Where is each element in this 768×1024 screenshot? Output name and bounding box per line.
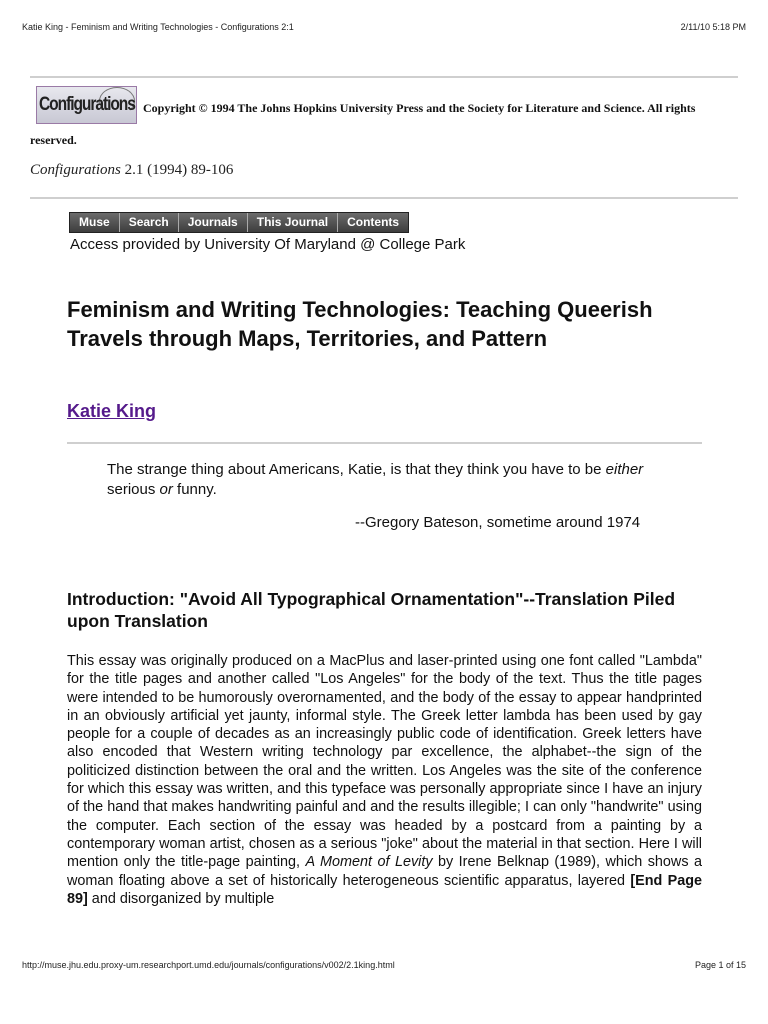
print-header-datetime: 2/11/10 5:18 PM [680, 22, 746, 32]
epigraph-quote [107, 460, 687, 500]
epigraph-or: or [159, 481, 173, 498]
muse-navbar [69, 212, 409, 233]
configurations-logo[interactable] [36, 86, 137, 124]
nav-contents-button[interactable]: Contents [338, 213, 408, 232]
citation [30, 162, 233, 179]
header-divider [30, 197, 738, 199]
epigraph-text-2: serious [107, 481, 160, 498]
author-divider [67, 442, 702, 444]
nav-this-journal-button[interactable]: This Journal [248, 213, 338, 232]
nav-journals-button[interactable]: Journals [179, 213, 248, 232]
paragraph-text-2: by Irene Belknap (1989), which shows a woman floating above a set of historically heterogeneous scientific apparatus, layered [67, 854, 702, 889]
print-footer-page: Page 1 of 15 [694, 960, 746, 970]
nav-search-button[interactable]: Search [120, 213, 179, 232]
top-divider [30, 76, 738, 78]
logo-text: Configurations [39, 94, 135, 115]
author-link[interactable]: Katie King [67, 401, 157, 421]
print-header [22, 22, 746, 36]
paragraph-text-3: and disorganized by multiple [87, 890, 275, 907]
epigraph-either: either [605, 461, 644, 478]
copyright-notice: Copyright © 1994 The Johns Hopkins University Press and the Society for Literature and Science. All rights reserved. [30, 101, 696, 147]
epigraph-text-1: The strange thing about Americans, Katie, is that they think you have to be [107, 461, 606, 478]
section-heading: Introduction: "Avoid All Typographical Ornamentation"--Translation Piled upon Translation [67, 589, 676, 631]
painting-title: A Moment of Levity [305, 854, 433, 871]
epigraph-attribution: --Gregory Bateson, sometime around 1974 [355, 514, 641, 531]
body-paragraph [67, 652, 702, 932]
print-footer-url: http://muse.jhu.edu.proxy-um.researchport.umd.edu/journals/configurations/v002/2.1king.html [22, 960, 395, 970]
epigraph-text-3: funny. [172, 481, 217, 498]
access-notice: Access provided by University Of Maryland @ College Park [70, 236, 466, 253]
citation-journal: Configurations [30, 162, 121, 178]
print-header-title: Katie King - Feminism and Writing Technologies - Configurations 2:1 [22, 22, 294, 32]
citation-details: 2.1 (1994) 89-106 [124, 162, 234, 178]
end-page-marker: [End Page 89] [67, 872, 702, 907]
article-title: Feminism and Writing Technologies: Teaching Queerish Travels through Maps, Territories, and Pattern [67, 297, 653, 351]
paragraph-text-1: This essay was originally produced on a MacPlus and laser-printed using one font called "Lambda" for the title pages and another called "Los Angeles" for the body of the text. Thus the title pages were intended to be humorously overornamented, and the body of the essay to appear handprinted in an obviously artificial yet jaunty, informal style. The Greek letter lambda has been used by gay people for a couple of decades as an increasingly public code of identification. Greek letters have also encoded that Western writing technology par excellence, the alphabet--the sign of the politicized distinction between the oral and the written. Los Angeles was the site of the conference for which this essay was written, and this typeface was personally appropriate since I have an injury of the hand that makes handwriting painful and and the results illegible; I can only "handwrite" using the computer. Each section of the essay was headed by a postcard from a painting by a contemporary woman artist, chosen as a serious "joke" about the material in that section. Here I will mention only the title-page painting, [67, 653, 702, 871]
nav-muse-button[interactable]: Muse [70, 213, 120, 232]
